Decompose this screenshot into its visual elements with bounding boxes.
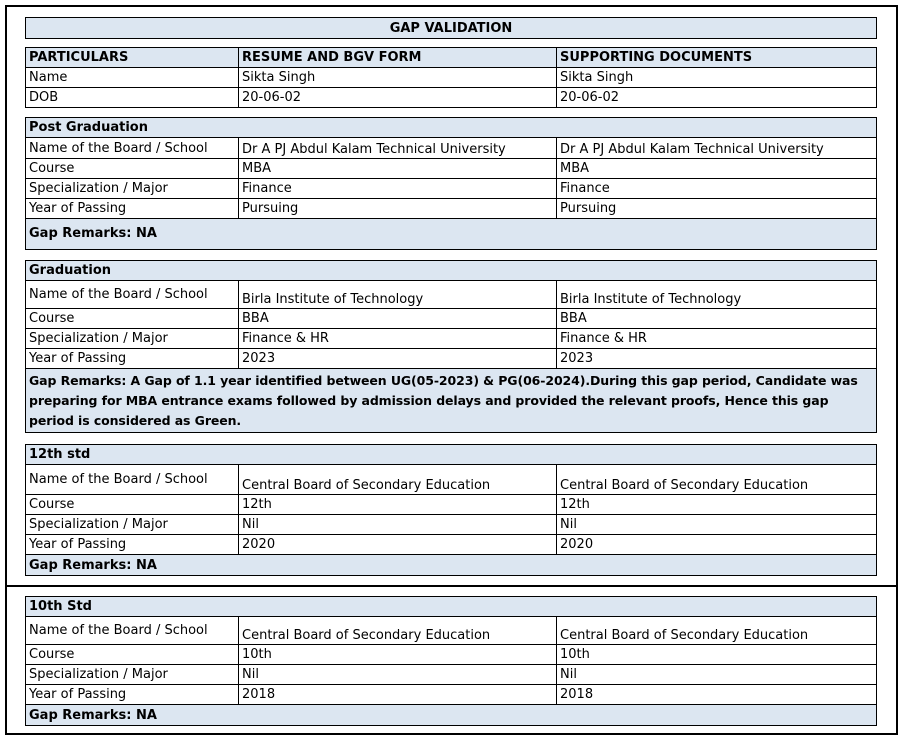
year-docs: 2020 [560,537,594,552]
board-resume: Dr A PJ Abdul Kalam Technical University [239,138,557,158]
year-row [26,685,876,705]
section-heading: 12th std [29,447,91,462]
board-resume: Birla Institute of Technology [239,281,557,308]
page-title: GAP VALIDATION [26,18,876,38]
course-row [26,309,876,329]
course-label: Course [26,309,239,328]
specialization-docs: Finance [560,181,610,196]
year-row [26,349,876,369]
gap-remarks: Gap Remarks: NA [29,557,157,573]
year-label: Year of Passing [26,535,239,554]
specialization-label: Specialization / Major [26,515,239,534]
specialization-resume: Finance & HR [239,329,557,348]
name-docs: Sikta Singh [560,70,634,85]
year-label: Year of Passing [26,199,239,218]
specialization-row [26,179,876,199]
board-label: Name of the Board / School [26,617,239,644]
board-row [26,465,876,495]
board-label: Name of the Board / School [26,281,239,308]
header-row [26,48,876,68]
specialization-resume: Finance [239,179,557,198]
specialization-row [26,329,876,349]
name-label: Name [26,68,239,87]
course-row [26,495,876,515]
section-post-graduation [25,117,877,250]
name-resume: Sikta Singh [239,68,557,87]
remarks-row [26,555,876,575]
year-docs: Pursuing [560,201,617,216]
year-docs: 2018 [560,687,594,702]
specialization-docs: Finance & HR [560,331,647,346]
header-documents: SUPPORTING DOCUMENTS [560,50,753,65]
course-docs: BBA [560,311,587,326]
course-docs: 12th [560,497,590,512]
section-heading: Post Graduation [29,120,148,135]
board-resume: Central Board of Secondary Education [239,465,557,494]
year-resume: Pursuing [239,199,557,218]
dob-resume: 20-06-02 [239,88,557,107]
section-heading-row [26,261,876,281]
course-label: Course [26,645,239,664]
year-row [26,535,876,555]
board-label: Name of the Board / School [26,465,239,494]
course-row [26,645,876,665]
gap-remarks: Gap Remarks: A Gap of 1.1 year identified between UG(05-2023) & PG(06-2024).During this gap period, Candidate was preparing for MBA entrance exams followed by admission delays and provided the relevant proofs, Hence this gap period is considered as Green. [29,372,858,428]
section-12th-std [25,444,877,576]
course-label: Course [26,495,239,514]
specialization-label: Specialization / Major [26,665,239,684]
section-10th-std [25,596,877,726]
course-resume: BBA [239,309,557,328]
specialization-label: Specialization / Major [26,329,239,348]
header-particulars: PARTICULARS [26,48,239,67]
dob-docs: 20-06-02 [560,90,620,105]
year-label: Year of Passing [26,349,239,368]
course-label: Course [26,159,239,178]
year-docs: 2023 [560,351,594,366]
course-row [26,159,876,179]
specialization-docs: Nil [560,517,577,532]
section-heading: 10th Std [29,599,92,614]
course-resume: 12th [239,495,557,514]
year-resume: 2020 [239,535,557,554]
personal-table [25,47,877,108]
specialization-docs: Nil [560,667,577,682]
remarks-row [26,219,876,249]
board-docs: Birla Institute of Technology [560,292,742,307]
year-label: Year of Passing [26,685,239,704]
remarks-row [26,705,876,725]
board-docs: Dr A PJ Abdul Kalam Technical University [560,142,824,157]
year-resume: 2018 [239,685,557,704]
board-row [26,617,876,645]
header-resume: RESUME AND BGV FORM [239,48,557,67]
dob-row [26,88,876,107]
board-resume: Central Board of Secondary Education [239,617,557,644]
section-heading-row [26,118,876,138]
specialization-row [26,665,876,685]
specialization-resume: Nil [239,665,557,684]
title-bar [25,17,877,39]
course-resume: MBA [239,159,557,178]
gap-remarks: Gap Remarks: NA [29,226,157,241]
board-row [26,138,876,159]
name-row [26,68,876,88]
year-row [26,199,876,219]
specialization-label: Specialization / Major [26,179,239,198]
remarks-row [26,369,876,432]
specialization-row [26,515,876,535]
section-heading-row [26,597,876,617]
board-label: Name of the Board / School [26,138,239,158]
dob-label: DOB [26,88,239,107]
section-heading: Graduation [29,263,112,278]
year-resume: 2023 [239,349,557,368]
board-docs: Central Board of Secondary Education [560,628,809,643]
specialization-resume: Nil [239,515,557,534]
course-docs: 10th [560,647,590,662]
course-docs: MBA [560,161,590,176]
course-resume: 10th [239,645,557,664]
section-heading-row [26,445,876,465]
board-docs: Central Board of Secondary Education [560,478,809,493]
board-row [26,281,876,309]
section-graduation [25,260,877,433]
gap-remarks: Gap Remarks: NA [29,707,157,723]
